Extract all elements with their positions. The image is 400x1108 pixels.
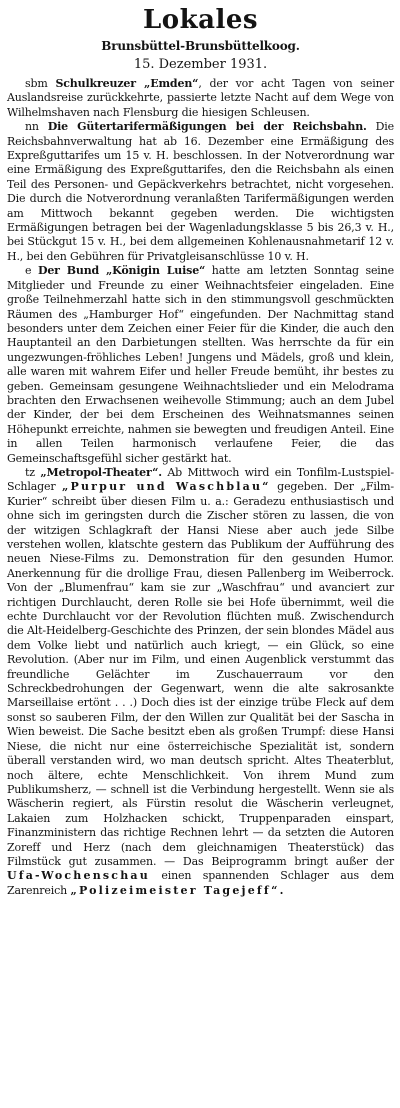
second-film-title: „Polizeimeister Tagejeff“. [70,883,286,897]
article-body-outro: einen spannenden Schlager aus dem Zarenreich [7,869,394,897]
locality-heading: Brunsbüttel-Brunsbüttelkoog. [101,39,300,53]
article-lead: Schulkreuzer „Emden“ [55,77,199,90]
article-body: Die Reichsbahnverwaltung hat ab 16. Dezember eine Ermäßigung des Expreßguttarifes um 15 v. H. beschlossen. In der Notverordnung war eine Ermäßigung des Expreßguttarifes, den die Reichsbahn als einen Teil des Personen- und Gepäckverkehrs betrachtet, nicht vorgesehen. Die durch die Notverordnung veranlaßten Tarifermäßigungen werden am Mittwoch bekannt gegeben werden. Die wichtigsten Ermäßigungen betragen bei der Wagenladungsklasse 5 bis 26,3 v. H., bei Stückgut 15 v. H., bei dem allgemeinen Kohlenausnahmetarif 12 v. H., bei den Gebühren für Privatgleisanschlüsse 10 v. H. [7,120,394,263]
masthead [7,6,394,73]
article-guetertarif [7,120,394,264]
article-paragraph [7,466,394,898]
article-marker: nn [25,120,39,134]
article-paragraph [7,120,394,264]
dateline: 15. Dezember 1931. [133,57,268,72]
article-marker: sbm [25,77,48,90]
article-paragraph [7,77,394,120]
article-marker: e [25,264,32,278]
article-body-intro: Ab Mittwoch wird ein Tonfilm-Lustspiel-Schlager [7,465,394,494]
article-lead: Der Bund „Königin Luise“ [37,264,206,278]
section-title: Lokales [142,5,259,35]
article-metropol-theater [7,466,394,898]
article-lead: „Metropol-Theater“. [40,465,162,479]
article-bund-koenigin-luise [7,264,394,466]
article-marker: tz [25,465,35,479]
article-body: , der vor acht Tagen von seiner Auslandsreise zurückkehrte, passierte letzte Nacht auf dem Wege von Wilhelmshaven nach Flensburg die hiesigen Schleusen. [7,77,394,119]
newsreel-name: Ufa-Wochenschau [7,869,150,883]
article-body: hatte am letzten Sonntag seine Mitglieder und Freunde zu einer Weihnachtsfeier eingeladen. Eine große Teilnehmerzahl hatte sich in den stimmungsvoll geschmückten Räumen des „Hamburger Hof“ eingefunden. Der Nachmittag stand besonders unter dem Zeichen einer Feier für die Kinder, die auch den Hauptanteil an den Darbietungen stellten. Was herrschte da für ein ungezwungen-fröhliches Leben! Jungens und Mädels, groß und klein, alle waren mit wahrem Eifer und heller Freude bemüht, ihr bestes zu geben. Gemeinsam gesungene Weihnachtslieder und ein Melodrama brachten den Erwachsenen weihevolle Stimmung; auch an dem Jubel der Kinder, der bei dem Erscheinen des Weihnatsmannes seinen Höhepunkt erreichte, nahmen sie bewegten und freudigen Anteil. Eine in allen Teilen harmonisch verlaufene Feier, die das Gemeinschaftsgefühl sicher gestärkt hat. [7,264,394,465]
film-title: „Purpur und Waschblau“ [61,480,271,494]
article-paragraph [7,264,394,466]
article-schulkreuzer-emden [7,77,394,120]
article-body: gegeben. Der „Film-Kurier“ schreibt über diesen Film u. a.: Geradezu enthusiastisch und ohne sich im geringsten durch die Zischer stören zu lassen, die von der witzigen Schlagkraft der Hansi Niese aber auch jede Silbe verstehen wollen, klatschte gestern das Publikum der Aufführung des neuen Niese-Films zu. Demonstration für den gesunden Humor. Anerkennung für die drollige Frau, diesen Pallenberg im Weiberrock. Von der „Blumenfrau“ kam sie zur „Waschfrau“ und avanciert zur richtigen Durchlaucht, deren Rolle sie bei Hofe übernimmt, weil die echte Durchlaucht vor der Revolution flüchten muß. Zwischendurch die Alt-Heidelberg-Geschichte des Prinzen, der sein blondes Mädel aus dem Volke liebt und natürlich auch kriegt, — ein Glück, so eine Revolution. (Aber nur im Film, und einen Augenblick verstummt das freundliche Gelächter im Zuschauerraum vor den Schreckbedrohungen der Gegenwart, wenn die alte sakrosankte Marseillaise ertönt . . .) Doch dies ist der einzige trübe Fleck auf dem sonst so sauberen Film, der den Willen zur Qualität bei der Sascha in Wien beweist. Die Sache besitzt eben als großen Trumpf: diese Hansi Niese, die nicht nur eine österreichische Spezialität ist, sondern überall verstanden wird, wo man deutsch spricht. Altes Theaterblut, noch ältere, echte Menschlichkeit. Von ihrem Mund zum Publikumsherz, — schnell ist die Verbindung hergestellt. Wenn sie als Wäscherin regiert, als Fürstin resolut die Wäscherin verleugnet, Lakaien zum Holzhacken schickt, Truppenparaden einspart, Finanzministern das richtige Rechnen lehrt — da setzten die Autoren Zoreff und Herz (nach dem gleichnamigen Theaterstück) das Filmstück gut zusammen. — Das Beiprogramm bringt außer der [7,480,394,868]
article-lead: Die Gütertarifermäßigungen bei der Reichsbahn. [47,120,367,134]
